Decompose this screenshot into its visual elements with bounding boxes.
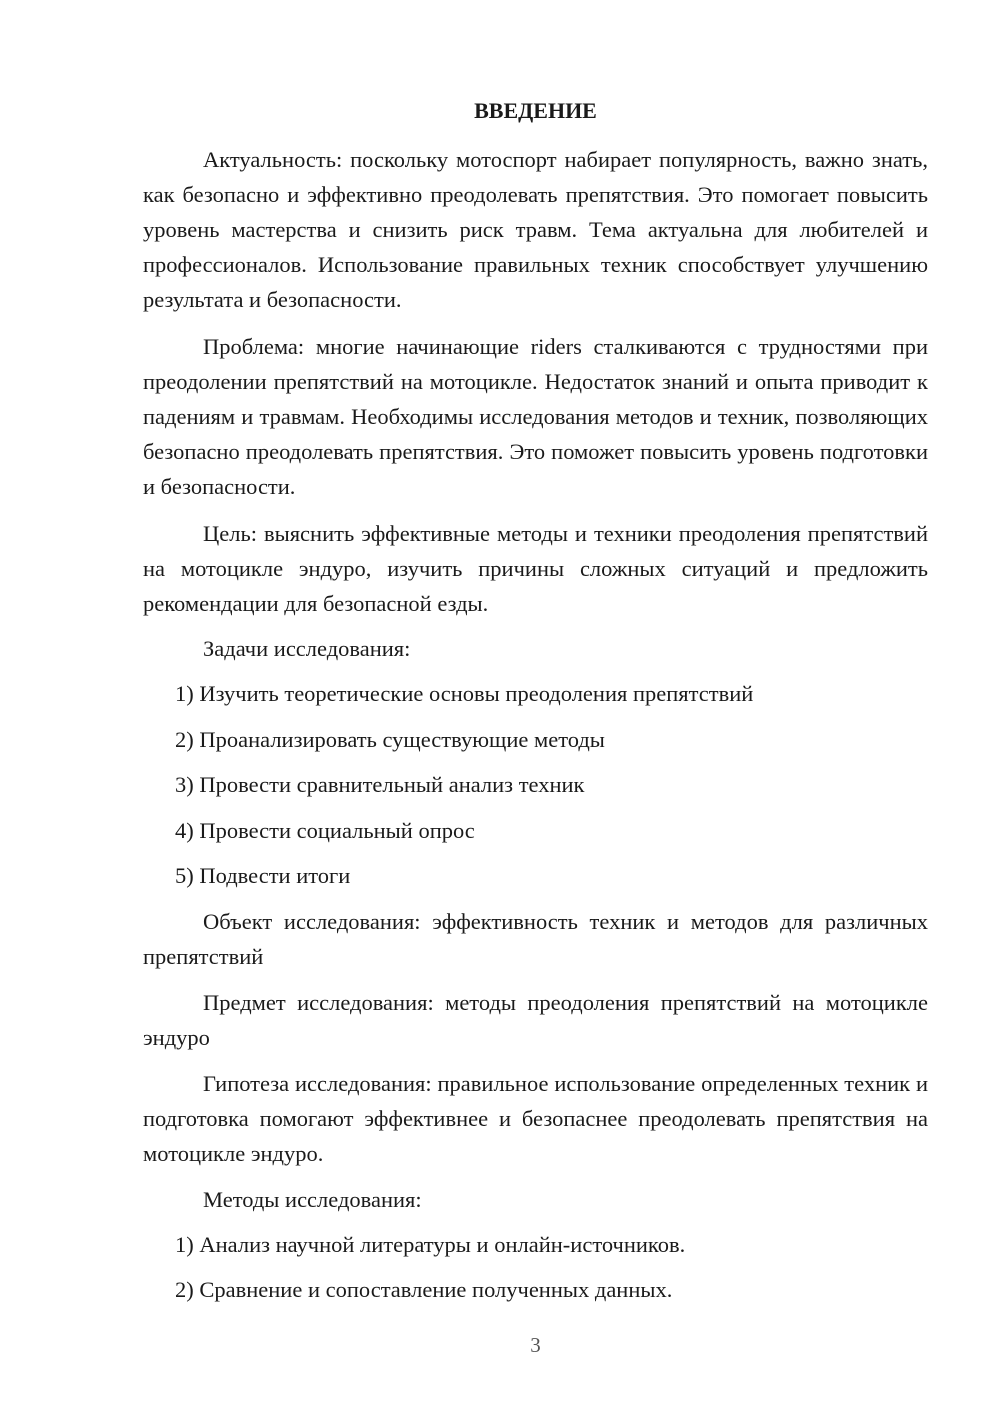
list-item: 5) Подвести итоги — [175, 863, 351, 888]
relevance-paragraph: Актуальность: поскольку мотоспорт набирает популярность, важно знать, как безопасно и эффективно преодолевать препятствия. Это помогает повысить уровень мастерства и снизить риск травм. Тема актуальна для любителей и профессионалов. Использование правильных техник способствует улучшению результата и безопасности. — [143, 147, 928, 312]
list-item: 3) Провести сравнительный анализ техник — [175, 772, 585, 797]
list-item: 2) Проанализировать существующие методы — [175, 727, 605, 752]
page-number: 3 — [530, 1333, 541, 1357]
object-paragraph: Объект исследования: эффективность техник и методов для различных препятствий — [143, 909, 928, 969]
subject-paragraph: Предмет исследования: методы преодоления препятствий на мотоцикле эндуро — [143, 990, 928, 1050]
problem-paragraph: Проблема: многие начинающие riders сталкиваются с трудностями при преодолении препятствий на мотоцикле. Недостаток знаний и опыта приводит к падениям и травмам. Необходимы исследования методов и техник, позволяющих безопасно преодолевать препятствия. Это поможет повысить уровень подготовки и безопасности. — [143, 334, 928, 499]
document-page — [143, 0, 928, 1414]
hypothesis-paragraph: Гипотеза исследования: правильное использование определенных техник и подготовка помогают эффективнее и безопаснее преодолевать препятствия на мотоцикле эндуро. — [143, 1071, 928, 1166]
goal-paragraph: Цель: выяснить эффективные методы и техники преодоления препятствий на мотоцикле эндуро, изучить причины сложных ситуаций и предложить рекомендации для безопасной езды. — [143, 521, 928, 616]
tasks-heading: Задачи исследования: — [203, 636, 411, 661]
page-title: ВВЕДЕНИЕ — [474, 98, 597, 123]
list-item: 1) Изучить теоретические основы преодоления препятствий — [175, 681, 754, 706]
list-item: 4) Провести социальный опрос — [175, 818, 475, 843]
list-item: 2) Сравнение и сопоставление полученных данных. — [175, 1277, 673, 1302]
methods-heading: Методы исследования: — [203, 1187, 422, 1212]
list-item: 1) Анализ научной литературы и онлайн-источников. — [175, 1232, 686, 1257]
